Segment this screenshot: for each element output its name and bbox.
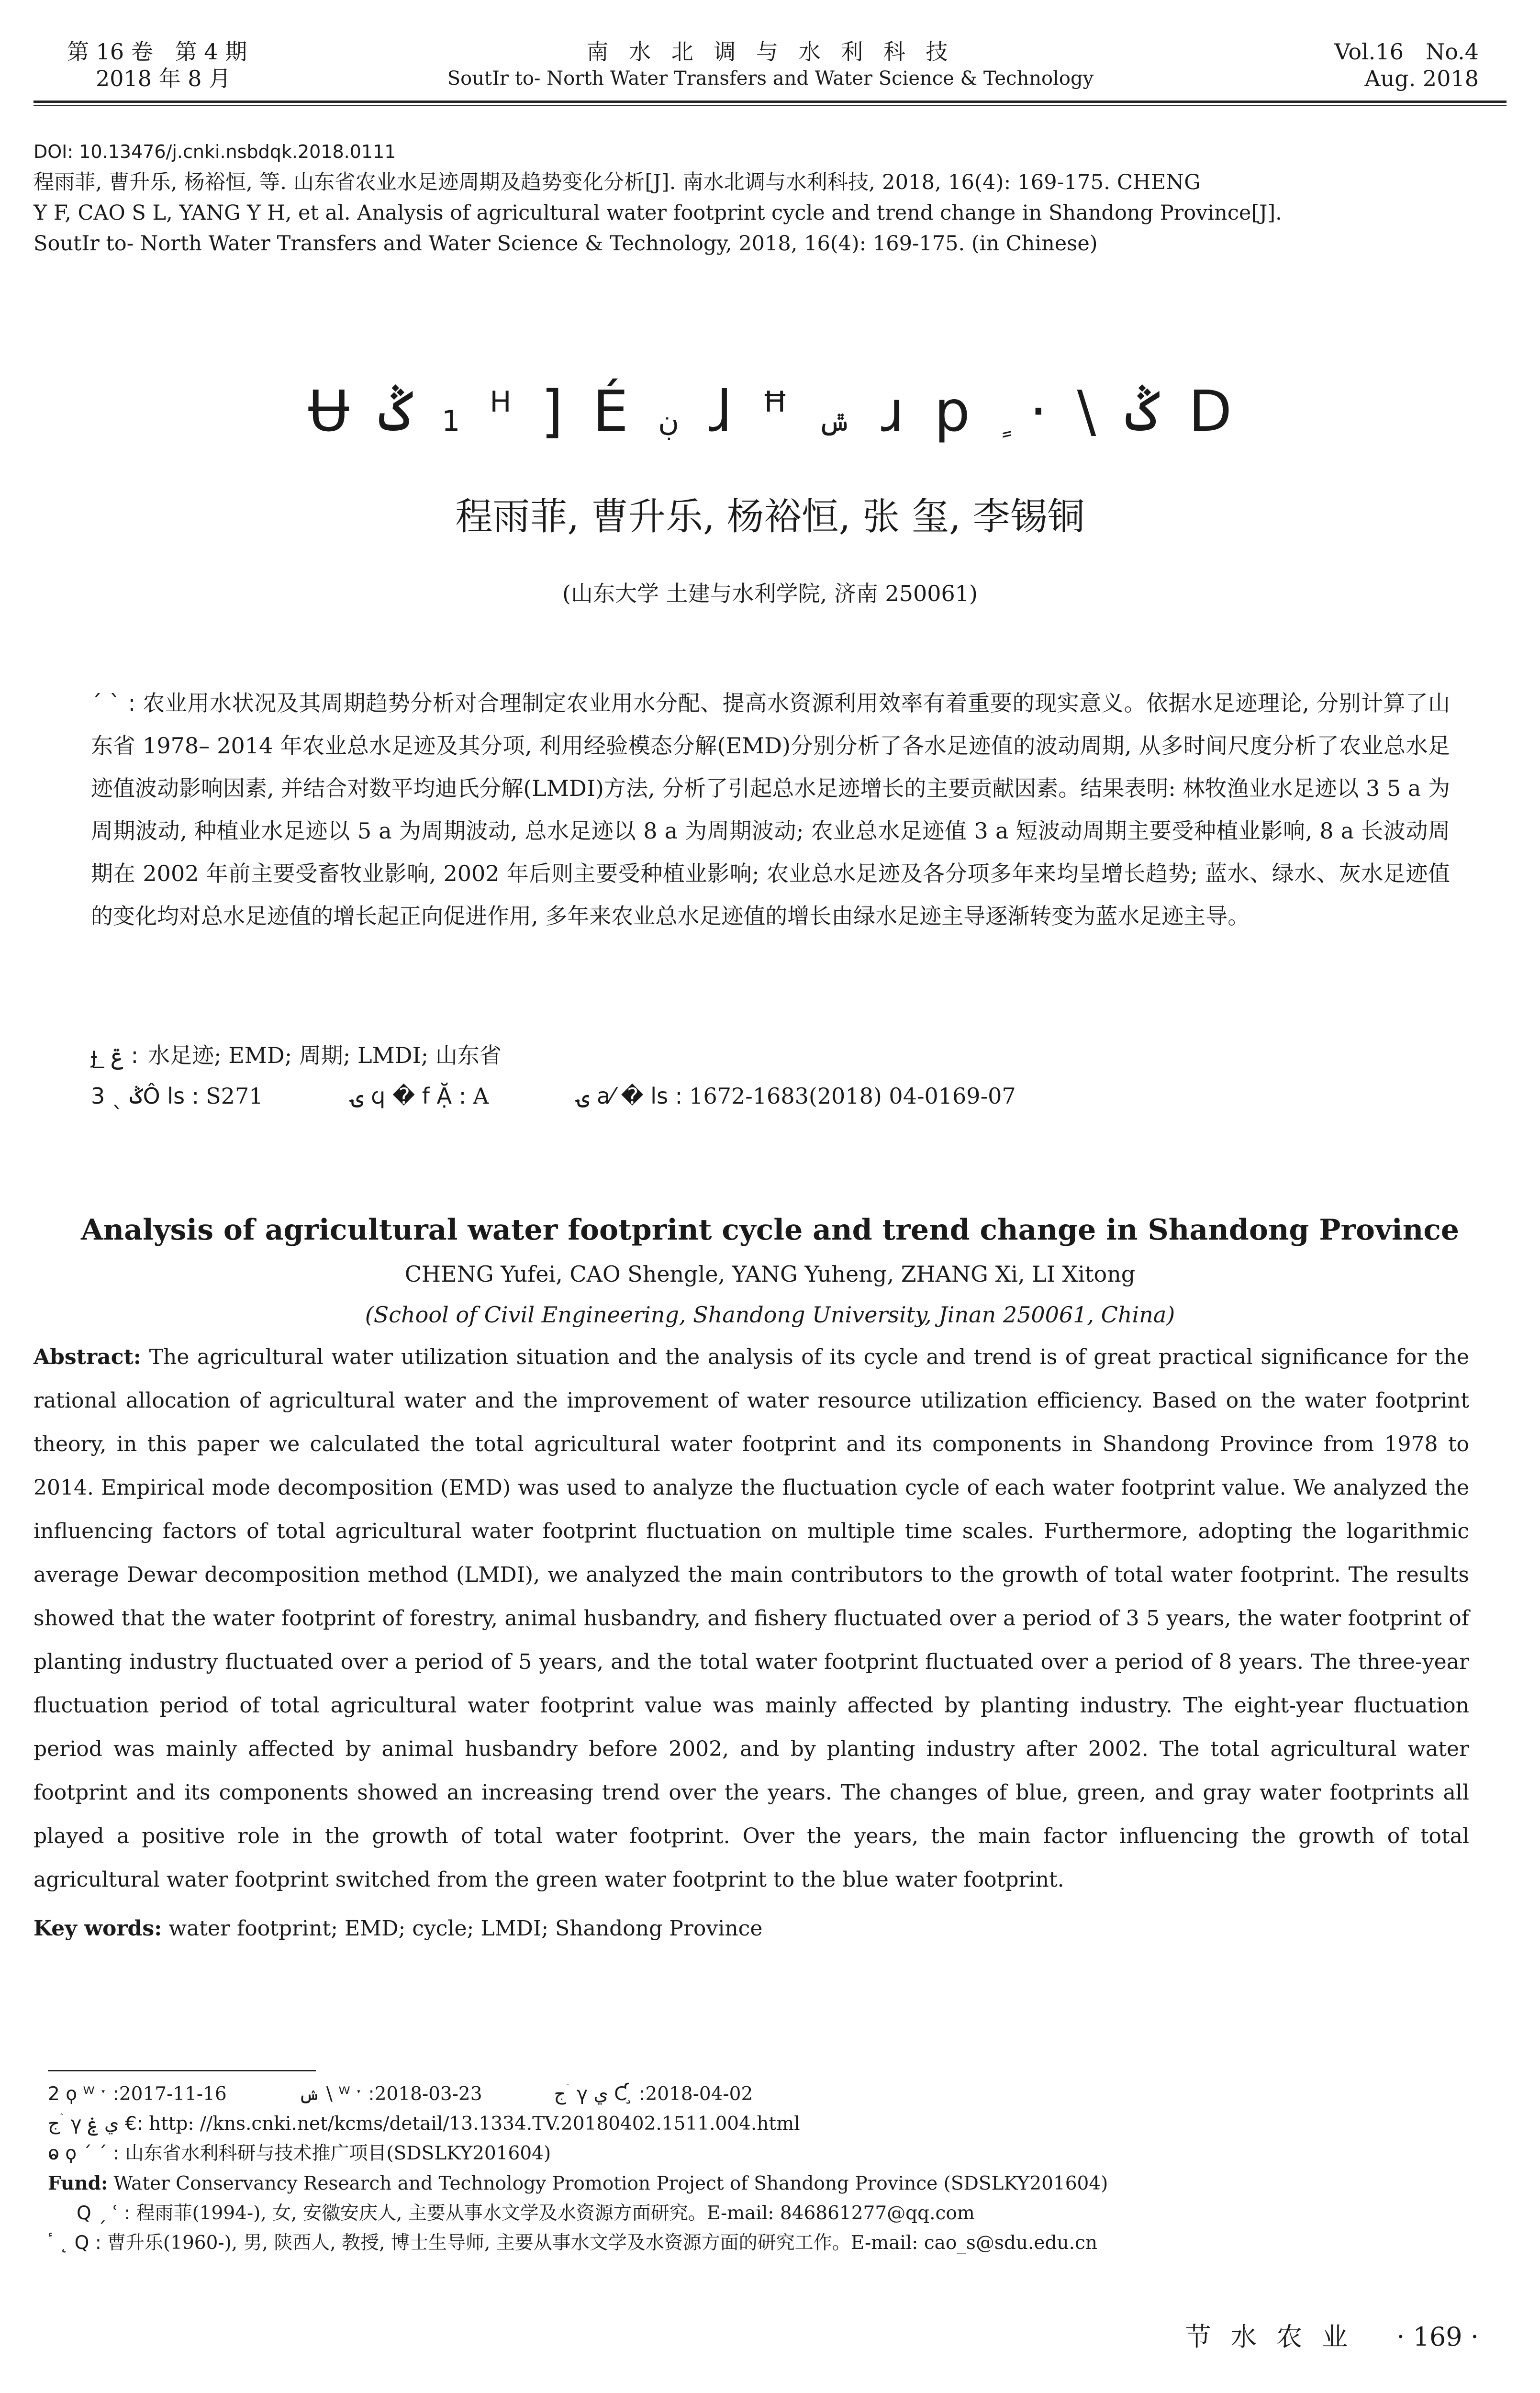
clc-label: 3 ˎ ݣÔ ls : (91, 1083, 200, 1109)
abstract-en-label: Abstract: (33, 1345, 142, 1369)
authors-cn: 程雨菲, 曹升乐, 杨裕恒, 张 玺, 李锡铜 (455, 495, 1085, 538)
online-value: 2018-04-02 (645, 2083, 753, 2105)
header-vol-no: Vol.16 No.4 (1334, 39, 1479, 65)
title-cn-garbled (96, 378, 1444, 444)
fund-cn-value: 山东省水利科研与技术推广项目(SDSLKY201604) (125, 2143, 551, 2164)
keywords-cn-label: ɟ ̲ ݝ : (91, 1042, 139, 1068)
keywords-cn (91, 1036, 1450, 1074)
abstract-en (33, 1335, 1469, 1901)
revised-value: 2018-03-23 (374, 2083, 482, 2105)
title-glyph: \ (1077, 378, 1096, 444)
keywords-en (33, 1910, 1469, 1948)
keywords-en-label: Key words: (33, 1916, 162, 1941)
footnote-rule (48, 2070, 316, 2071)
received-label: 2 ϙ ᵂ ˑ : (48, 2083, 119, 2105)
header-volume-issue: 第 16 卷 第 4 期 (67, 39, 247, 65)
page-footer (1115, 2316, 1479, 2353)
revised-label: ݾ \ ᵂ ˑ : (298, 2083, 375, 2105)
footnote-fund-en (48, 2169, 1484, 2199)
authors-en: CHENG Yufei, CAO Shengle, YANG Yuheng, ZHANG Xi, LI Xitong (404, 1261, 1136, 1287)
title-glyph: ݜ (817, 404, 852, 438)
title-glyph: É (592, 378, 629, 444)
doi-line: DOI: 10.13476/j.cnki.nsbdqk.2018.0111 (33, 141, 396, 162)
fund-cn-label: ⱺ ϙ ˊ ˊ : (48, 2143, 120, 2164)
citation-line-2: Y F, CAO S L, YANG Y H, et al. Analysis of agricultural water footprint cycle and trend change in Shandong Province[J]. (33, 201, 1282, 225)
title-glyph: Ħ (762, 385, 788, 419)
author-value: 程雨菲(1994-), 女, 安徽安庆人, 主要从事水文学及水资源方面研究。E-mail: 846861277@qq.com (136, 2203, 975, 2224)
keywords-en-text: water footprint; EMD; cycle; LMDI; Shandong Province (168, 1916, 763, 1941)
abstract-en-text: The agricultural water utilization situation and the analysis of its cycle and trend is of great practical significance for the rational allocation of agricultural water and the improvement of water resource utilization efficiency. Based on the water footprint theory, in this paper we calculated the total agricultural water footprint and its components in Shandong Province from 1978 to 2014. Empirical mode decomposition (EMD) was used to analyze the fluctuation cycle of each water footprint value. We analyzed the influencing factors of total agricultural water footprint fluctuation on multiple time scales. Furthermore, adopting the logarithmic average Dewar decomposition method (LMDI), we analyzed the main contributors to the growth of total water footprint. The results showed that the water footprint of forestry, animal husbandry, and fishery fluctuated over a period of 3 5 years, the water footprint of planting industry fluctuated over a period of 5 years, and the total water footprint fluctuated over a period of 8 years. The three-year fluctuation period of total agricultural water footprint value was mainly affected by planting industry. The eight-year fluctuation period was mainly affected by animal husbandry before 2002, and by planting industry after 2002. The total agricultural water footprint and its components showed an increasing trend over the years. The changes of blue, green, and gray water footprints all played a positive role in the growth of total water footprint. Over the years, the main factor influencing the growth of total agricultural water footprint switched from the green water footprint to the blue water footprint. (33, 1345, 1469, 1892)
url-label: ج ۛ γ ي ۼ €: (48, 2113, 143, 2135)
footnote-corresponding-author (48, 2228, 1484, 2258)
classification-cn (91, 1077, 1450, 1115)
online-label: ج ۛ γ ي Ƈ ̧ : (554, 2083, 646, 2105)
footnote-first-author (48, 2199, 1484, 2228)
article-id-label: ۍ a⁄ � ls : (577, 1083, 683, 1109)
abstract-cn (91, 682, 1450, 938)
header-date: 2018 年 8 月 (96, 66, 231, 91)
header-right (1225, 38, 1479, 92)
footnote-dates (48, 2080, 1484, 2109)
citation-line-3: SoutIr to- North Water Transfers and Water Science & Technology, 2018, 16(4): 169-175. (in Chinese) (33, 232, 1098, 256)
url-value[interactable]: http: //kns.cnki.net/kcms/detail/13.1334.TV.20180402.1511.004.html (148, 2113, 800, 2135)
keywords-cn-text: 水足迹; EMD; 周期; LMDI; 山东省 (148, 1042, 502, 1068)
author-label: Q ˏ ʿ : (77, 2203, 131, 2224)
title-glyph: p (934, 378, 971, 444)
title-glyph: ݣ (1126, 378, 1159, 444)
header-journal-en: SoutIr to- North Water Transfers and Water Science & Technology (447, 67, 1094, 89)
footnote-url (48, 2109, 1484, 2139)
header-center (335, 38, 1206, 92)
title-glyph: Ʉ (308, 378, 350, 444)
fund-en-label: Fund: (48, 2172, 108, 2194)
article-id-value: 1672-1683(2018) 04-0169-07 (689, 1083, 1016, 1109)
title-glyph: ɹ (881, 378, 905, 444)
title-glyph: · (1029, 378, 1048, 444)
affiliation-en: (School of Civil Engineering, Shandong University, Jinan 250061, China) (365, 1302, 1175, 1328)
header-rule-top (33, 101, 1507, 103)
title-glyph: D (1188, 378, 1232, 444)
title-glyph: 1 (442, 404, 460, 438)
title-glyph: H (490, 385, 512, 419)
affiliation-cn: (山东大学 土建与水利学院, 济南 250061) (562, 581, 978, 606)
title-glyph: ڹ (658, 404, 680, 438)
header-aug: Aug. 2018 (1364, 66, 1479, 91)
title-en: Analysis of agricultural water footprint cycle and trend change in Shandong Province (80, 1213, 1460, 1247)
abstract-cn-label: ˊ ˋ : (91, 690, 136, 716)
citation-block (33, 136, 1498, 259)
received-value: 2017-11-16 (119, 2083, 227, 2105)
doc-code-value: A (473, 1083, 489, 1109)
clc-value: S271 (206, 1083, 263, 1109)
footnotes (48, 2080, 1484, 2258)
header-rule-bottom (33, 105, 1507, 106)
corr-value: 曹升乐(1960-), 男, 陕西人, 教授, 博士生导师, 主要从事水文学及水资源方面的研究工作。E-mail: cao_s@sdu.edu.cn (107, 2232, 1097, 2254)
footnote-fund-cn (48, 2139, 1484, 2169)
citation-line-1: 程雨菲, 曹升乐, 杨裕恒, 等. 山东省农业水足迹周期及趋势变化分析[J]. 南水北调与水利科技, 2018, 16(4): 169-175. CHENG (33, 170, 1201, 194)
header-journal-cn: 南 水 北 调 与 水 利 科 技 (586, 39, 955, 65)
fund-en-value: Water Conservancy Research and Technology Promotion Project of Shandong Province (SDSLKY201604) (113, 2173, 1108, 2194)
footer-section: 节 水 农 业 (1185, 2322, 1354, 2352)
abstract-cn-text: 农业用水状况及其周期趋势分析对合理制定农业用水分配、提高水资源利用效率有着重要的现实意义。依据水足迹理论, 分别计算了山东省 1978– 2014 年农业总水足迹及其分项, 利用经验模态分解(EMD)分别分析了各水足迹值的波动周期, 从多时间尺度分析了农业总水足迹值波动影响因素, 并结合对数平均迪氏分解(LMDI)方法, 分析了引起总水足迹增长的主要贡献因素。结果表明: 林牧渔业水足迹以 3 5 a 为周期波动, 种植业水足迹以 5 a 为周期波动, 总水足迹以 8 a 为周期波动; 农业总水足迹值 3 a 短波动周期主要受种植业影响, 8 a 长波动周期在 2002 年前主要受畜牧业影响, 2002 年后则主要受种植业影响; 农业总水足迹及各分项多年来均呈增长趋势; 蓝水、绿水、灰水足迹值的变化均对总水足迹值的增长起正向促进作用, 多年来农业总水足迹值的增长由绿水足迹主导逐渐转变为蓝水足迹主导。 (91, 690, 1450, 929)
corr-label: ٴ ˛ Q : (48, 2232, 101, 2254)
title-glyph: ] (541, 378, 563, 444)
doc-code-label: ۍ ϥ � f Ặ : (351, 1083, 467, 1109)
page-number: · 169 · (1396, 2322, 1479, 2352)
header-left (67, 38, 316, 92)
title-glyph: ɺ (709, 378, 732, 444)
title-glyph: ݣ (379, 378, 413, 444)
